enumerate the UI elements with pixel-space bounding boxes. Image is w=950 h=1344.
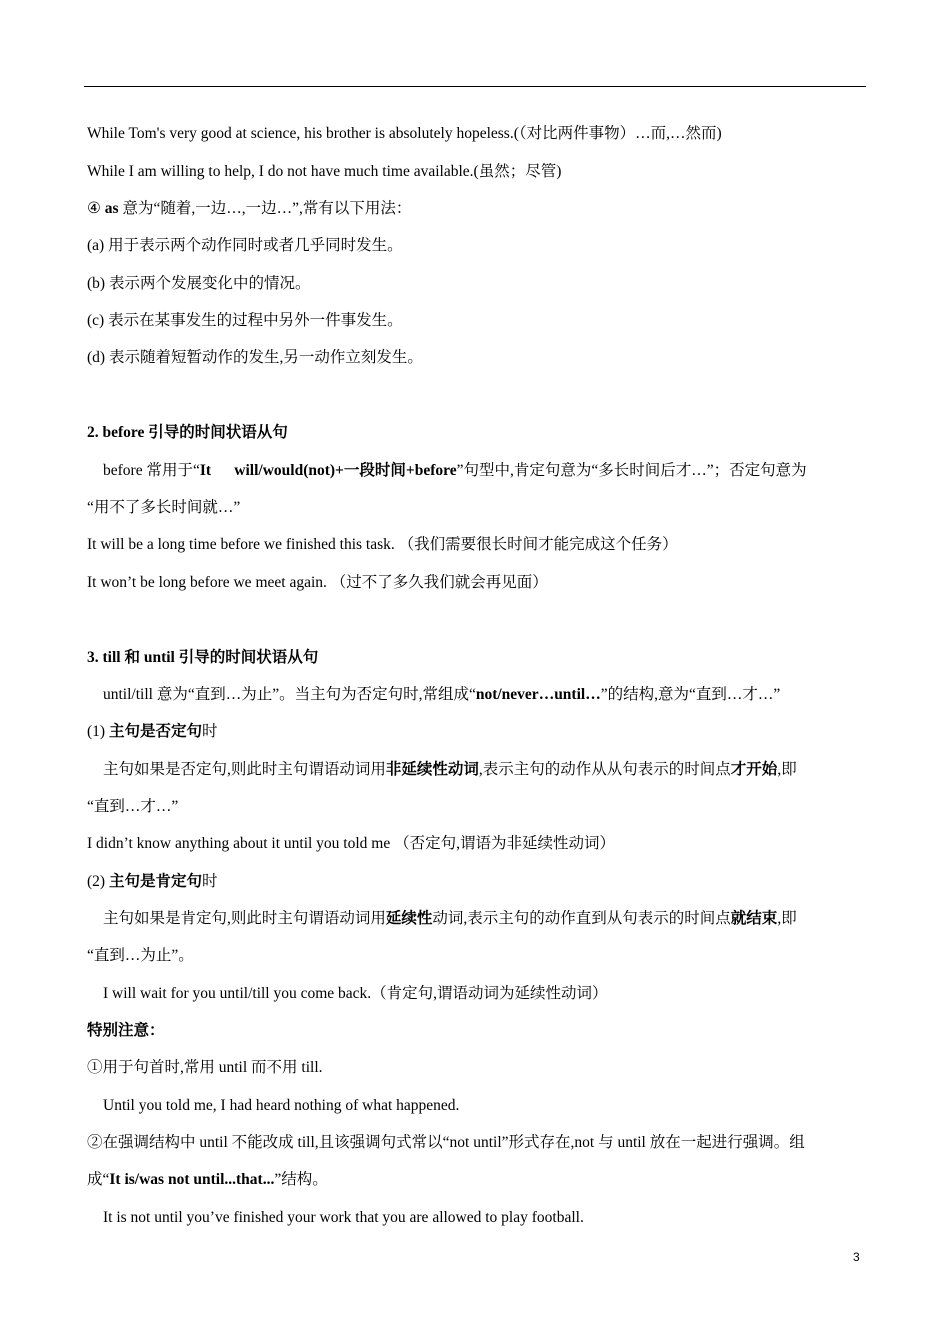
- example-sentence: It won’t be long before we meet again. （过不了多久我们就会再见面）: [87, 574, 548, 591]
- example-sentence: I will wait for you until/till you come back.（肯定句,谓语动词为延续性动词）: [103, 985, 608, 1002]
- list-item: (b) 表示两个发展变化中的情况。: [87, 275, 311, 292]
- note-heading: 特别注意：: [87, 1022, 165, 1039]
- text-line: While I am willing to help, I do not have much time available.(虽然；尽管): [87, 163, 562, 180]
- subheading: (2) 主句是肯定句时: [87, 873, 218, 890]
- text-line: “直到…为止”。: [87, 947, 194, 964]
- example-sentence: Until you told me, I had heard nothing of what happened.: [103, 1097, 460, 1114]
- example-sentence: I didn’t know anything about it until you told me （否定句,谓语为非延续性动词）: [87, 835, 615, 852]
- text-line: ①用于句首时,常用 until 而不用 till.: [87, 1059, 323, 1076]
- text-line: 主句如果是肯定句,则此时主句谓语动词用延续性动词,表示主句的动作直到从句表示的时间点就结束,即: [103, 910, 797, 927]
- text-line: 成“It is/was not until...that...”结构。: [87, 1171, 328, 1188]
- list-item: (d) 表示随着短暂动作的发生,另一动作立刻发生。: [87, 349, 423, 366]
- text-line: ④ as 意为“随着,一边…,一边…”,常有以下用法：: [87, 200, 412, 217]
- text-line: before 常用于“It will/would(not)+一段时间+before”句型中,肯定句意为“多长时间后才…”；否定句意为: [103, 462, 807, 479]
- header-rule: [84, 86, 866, 87]
- example-sentence: It is not until you’ve finished your work that you are allowed to play football.: [103, 1209, 584, 1226]
- text-line: 主句如果是否定句,则此时主句谓语动词用非延续性动词,表示主句的动作从从句表示的时间点才开始,即: [103, 761, 797, 778]
- example-sentence: It will be a long time before we finished this task. （我们需要很长时间才能完成这个任务）: [87, 536, 678, 553]
- section-heading: 2. before 引导的时间状语从句: [87, 424, 288, 441]
- text-line: “直到…才…”: [87, 798, 179, 815]
- subheading: (1) 主句是否定句时: [87, 723, 218, 740]
- list-item: (a) 用于表示两个动作同时或者几乎同时发生。: [87, 237, 403, 254]
- list-item: (c) 表示在某事发生的过程中另外一件事发生。: [87, 312, 403, 329]
- page-number: 3: [853, 1250, 860, 1264]
- text-line: “用不了多长时间就…”: [87, 499, 241, 516]
- text-line: ②在强调结构中 until 不能改成 till,且该强调句式常以“not until”形式存在,not 与 until 放在一起进行强调。组: [87, 1134, 805, 1151]
- section-heading: 3. till 和 until 引导的时间状语从句: [87, 649, 319, 666]
- text-line: until/till 意为“直到…为止”。当主句为否定句时,常组成“not/never…until…”的结构,意为“直到…才…”: [103, 686, 781, 703]
- text-line: While Tom's very good at science, his brother is absolutely hopeless.(（对比两件事物）…而,…然而): [87, 125, 722, 142]
